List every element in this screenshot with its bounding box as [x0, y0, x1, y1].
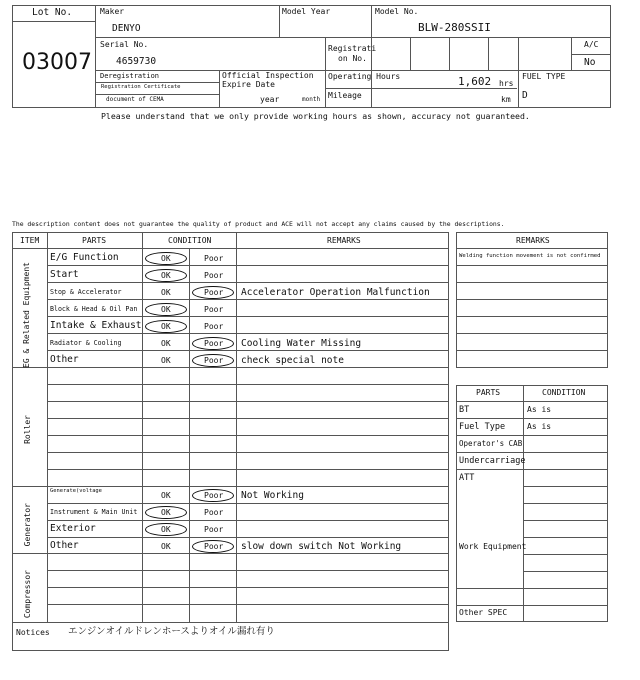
- serial-value: 4659730: [116, 56, 157, 67]
- row-divider: [456, 469, 608, 470]
- condition-poor: Poor: [204, 288, 224, 297]
- notices-text: エンジンオイルドレンホースよりオイル漏れ有り: [68, 626, 275, 637]
- row-divider: [456, 605, 608, 606]
- side-part-name: Fuel Type: [459, 422, 506, 432]
- operating-hours-label: Operating Hours: [328, 72, 401, 81]
- condition-poor: Poor: [204, 491, 224, 500]
- remark-text: Accelerator Operation Malfunction: [241, 287, 430, 298]
- row-divider: [523, 503, 608, 504]
- condition-poor: Poor: [204, 356, 224, 365]
- row-divider: [47, 587, 449, 588]
- condition-ok: OK: [161, 288, 171, 297]
- row-divider: [456, 588, 608, 589]
- condition-ok: OK: [161, 322, 171, 331]
- row-divider: [47, 265, 449, 266]
- selected-poor-circle: [192, 286, 234, 299]
- month-label: month: [302, 96, 321, 103]
- row-divider: [47, 520, 449, 521]
- maker-value: DENYO: [112, 23, 141, 34]
- condition-poor: Poor: [204, 271, 224, 280]
- row-divider: [523, 554, 608, 555]
- part-name: Instrument & Main Unit: [50, 508, 138, 516]
- row-divider: [456, 435, 608, 436]
- row-divider: [47, 350, 449, 351]
- part-name: Exterior: [50, 523, 96, 534]
- row-divider: [456, 452, 608, 453]
- row-divider: [456, 282, 608, 283]
- disclaimer: The description content does not guarantee the quality of product and ACE will not accept any claims caused by the descriptions.: [12, 220, 505, 228]
- fuel-type-value: D: [522, 90, 528, 101]
- group-generator-label: Generator: [23, 503, 32, 547]
- part-name: Intake & Exhaust: [50, 320, 142, 331]
- serial-label: Serial No.: [100, 40, 149, 49]
- row-divider: [523, 571, 608, 572]
- condition-ok: OK: [161, 491, 171, 500]
- hours-note: Please understand that we only provide working hours as shown, accuracy not guaranteed.: [101, 111, 530, 121]
- selected-ok-circle: [145, 303, 187, 316]
- condition-ok: OK: [161, 508, 171, 517]
- row-divider: [47, 316, 449, 317]
- group-eg-label: EG & Related Equipment: [22, 262, 31, 368]
- row-divider: [47, 435, 449, 436]
- condition-poor: Poor: [204, 542, 224, 551]
- remark-text: Not Working: [241, 490, 304, 501]
- condition-ok: OK: [161, 305, 171, 314]
- condition-ok: OK: [161, 542, 171, 551]
- side-part-name: ATT: [459, 473, 475, 483]
- row-divider: [47, 384, 449, 385]
- side-remarks-header: REMARKS: [516, 236, 550, 245]
- col-parts-header: PARTS: [82, 236, 107, 245]
- row-divider: [47, 570, 449, 571]
- row-divider: [47, 503, 449, 504]
- part-name: Start: [50, 269, 79, 280]
- part-name: Other: [50, 540, 79, 551]
- registration-label-1: Registrati: [328, 44, 377, 53]
- notices-label: Notices: [16, 628, 50, 637]
- hrs-label: hrs: [499, 79, 514, 88]
- condition-poor: Poor: [204, 254, 224, 263]
- row-divider: [12, 367, 449, 368]
- row-divider: [456, 299, 608, 300]
- row-divider: [47, 401, 449, 402]
- row-divider: [456, 265, 608, 266]
- selected-ok-circle: [145, 506, 187, 519]
- part-name: Radiator & Cooling: [50, 339, 122, 347]
- year-label: year: [260, 95, 280, 104]
- row-divider: [47, 537, 449, 538]
- row-divider: [47, 282, 449, 283]
- selected-poor-circle: [192, 489, 234, 502]
- condition-ok: OK: [161, 356, 171, 365]
- deregistration-label: Deregistration: [100, 72, 160, 80]
- selected-poor-circle: [192, 354, 234, 367]
- model-year-label: Model Year: [282, 7, 331, 16]
- row-divider: [47, 469, 449, 470]
- row-divider: [47, 452, 449, 453]
- condition-ok: OK: [161, 339, 171, 348]
- col-remarks-header: REMARKS: [327, 236, 361, 245]
- row-divider: [456, 350, 608, 351]
- row-divider: [47, 418, 449, 419]
- part-name: Stop & Accelerator: [50, 288, 122, 296]
- inspection-label-1: Official Inspection: [222, 71, 314, 80]
- col-item-header: ITEM: [20, 236, 40, 245]
- row-divider: [12, 486, 449, 487]
- condition-poor: Poor: [204, 525, 224, 534]
- condition-poor: Poor: [204, 322, 224, 331]
- side-part-name: BT: [459, 405, 470, 415]
- row-divider: [523, 537, 608, 538]
- side-parts-header: PARTS: [476, 388, 501, 397]
- condition-poor: Poor: [204, 339, 224, 348]
- condition-ok: OK: [161, 271, 171, 280]
- fuel-type-label: FUEL TYPE: [522, 72, 566, 81]
- ac-label: A/C: [584, 40, 599, 49]
- other-spec-label: Other SPEC: [459, 608, 508, 617]
- row-divider: [47, 604, 449, 605]
- row-divider: [456, 418, 608, 419]
- registration-label-2: on No.: [338, 54, 367, 63]
- group-roller-label: Roller: [23, 415, 32, 444]
- remark-text: Cooling Water Missing: [241, 338, 362, 349]
- work-equipment-label: Work Equipment: [459, 542, 527, 551]
- row-divider: [523, 486, 608, 487]
- part-name: E/G Function: [50, 252, 119, 263]
- model-no-value: BLW-280SSII: [418, 21, 491, 34]
- maker-label: Maker: [100, 7, 125, 16]
- selected-ok-circle: [145, 252, 187, 265]
- selected-poor-circle: [192, 540, 234, 553]
- cema-label: document of CEMA: [106, 96, 164, 103]
- registration-certificate-label: Registration Certificate: [101, 84, 181, 90]
- operating-hours-value: 1,602: [458, 75, 492, 88]
- row-divider: [456, 316, 608, 317]
- ac-value: No: [584, 57, 596, 68]
- condition-poor: Poor: [204, 305, 224, 314]
- part-name: Generate(voltage: [50, 488, 102, 494]
- side-condition-header: CONDITION: [542, 388, 586, 397]
- remark-text: slow down switch Not Working: [241, 541, 402, 552]
- group-compressor-label: Compressor: [23, 570, 32, 619]
- selected-ok-circle: [145, 269, 187, 282]
- mileage-label: Mileage: [328, 91, 362, 100]
- part-name: Other: [50, 354, 79, 365]
- selected-ok-circle: [145, 523, 187, 536]
- col-condition-header: CONDITION: [168, 236, 212, 245]
- side-part-name: Operator's CAB: [459, 439, 523, 448]
- lot-label: Lot No.: [32, 7, 73, 18]
- side-condition-value: As is: [527, 422, 552, 431]
- model-no-label: Model No.: [375, 7, 419, 16]
- row-divider: [456, 333, 608, 334]
- condition-ok: OK: [161, 525, 171, 534]
- condition-ok: OK: [161, 254, 171, 263]
- row-divider: [523, 520, 608, 521]
- part-name: Block & Head & Oil Pan: [50, 305, 138, 313]
- side-condition-value: As is: [527, 405, 552, 414]
- row-divider: [47, 333, 449, 334]
- condition-poor: Poor: [204, 508, 224, 517]
- row-divider: [47, 299, 449, 300]
- lot-number: 03007: [22, 50, 92, 75]
- row-divider: [12, 553, 449, 554]
- side-remarks-note: Welding function movement is not confirmed: [459, 253, 601, 259]
- selected-ok-circle: [145, 320, 187, 333]
- km-label: km: [501, 95, 511, 104]
- remark-text: check special note: [241, 355, 344, 366]
- selected-poor-circle: [192, 337, 234, 350]
- inspection-label-2: Expire Date: [222, 80, 275, 89]
- side-part-name: Undercarriage: [459, 456, 526, 466]
